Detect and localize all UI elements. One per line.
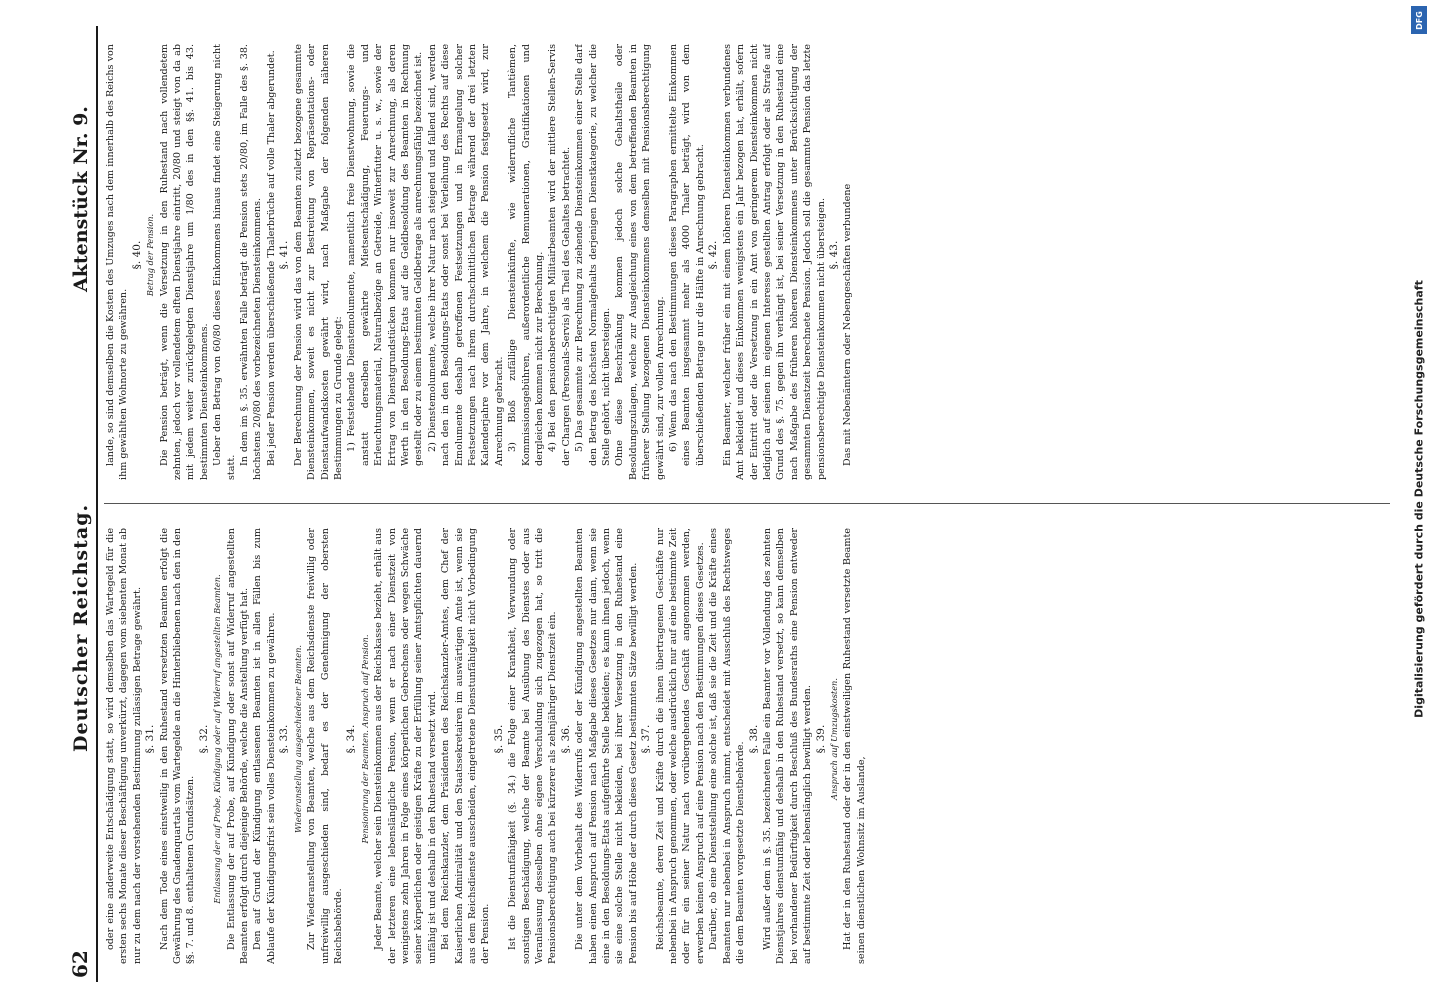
- page-header: [66, 26, 98, 982]
- paragraph: In dem im §. 35. erwähnten Falle beträgt die Pension stets 20/80, im Falle des §. 38. höchstens 20/80 des vorbezeichneten Diensteinkommens.: [239, 44, 264, 480]
- section-number: §. 31.: [144, 724, 157, 754]
- paragraph: Den auf Grund der Kündigung entlassenen Beamten ist in allen Fällen bis zum Ablaufe der Kündigungsfrist sein volles Diensteinkommen zu gewähren.: [252, 528, 277, 964]
- paragraph: Ueber den Betrag von 60/80 dieses Einkommens hinaus findet eine Steigerung nicht statt.: [212, 44, 237, 480]
- section-number: §. 42.: [707, 240, 720, 270]
- paragraph: Ist die Dienstunfähigkeit (§. 34.) die Folge einer Krankheit, Verwundung oder sonstigen Beschädigung, welche der Beamte bei Ausübung des Dienstes oder aus Veranlassung desselben ohne eigene Verschuldung sich zugezogen hat, so tritt die Pensionsberechtigung auch bei kürzerer als zehnjähriger Dienstzeit ein.: [507, 528, 559, 964]
- section-number: §. 32.: [197, 724, 210, 754]
- section-number: §. 39.: [814, 724, 827, 754]
- section-number: §. 40.: [130, 240, 143, 270]
- paragraph: Der Berechnung der Pension wird das von dem Beamten zuletzt bezogene gesammte Diensteinkommen, soweit es nicht zur Bestreitung von Repräsentations- oder Dienstaufwandskosten gewährt wird, nach Maßgabe der folgenden näheren Bestimmungen zu Grunde gelegt:: [292, 44, 344, 480]
- paragraph: Darüber, ob eine Dienststellung eine solche ist, daß sie die Zeit und die Kräfte eines Beamten nur nebenbei in Anspruch nimmt, entscheidet mit Ausschluß des Rechtsweges die dem Beamten vorgesetzte Dienstbehörde.: [708, 528, 747, 964]
- paragraph: Reichsbeamte, deren Zeit und Kräfte durch die ihnen übertragenen Geschäfte nur nebenbei in Anspruch genommen, oder welche ausdrücklich nur auf eine bestimmte Zeit oder für ein seiner Natur nach vorübergehendes Geschäft angenommen werden, erwerben keinen Anspruch auf eine Pension nach den Bestimmungen dieses Gesetzes.: [654, 528, 706, 964]
- paragraph: Das mit Nebenämtern oder Nebengeschäften verbundene: [842, 183, 854, 466]
- list-item: 1) Feststehende Dienstemolumente, namentlich freie Dienstwohnung, sowie die anstatt derselben gewährte Mietsentschädigung, Feuerungs- und Erleuchtungsmaterial, Naturalbezüge an Getreide, Winterfutter u. s. w., sowie der Ertrag von Dienstgrundstücken kommen nur insoweit zur Anrechnung, als deren Werth in den Besoldungs-Etats auf die Geldbesoldung des Beamten in Rechnung gestellt oder zu einem bestimmten Geldbetrage als anrechnungsfähig bezeichnet ist.: [346, 44, 425, 466]
- section-number: §. 41.: [278, 240, 291, 270]
- dfg-logo-text: DFG: [1414, 10, 1424, 30]
- paragraph: Ein Beamter, welcher früher ein mit einem höheren Diensteinkommen verbundenes Amt bekleidet und dieses Einkommen wenigstens ein Jahr bezogen hat, erhält, sofern der Eintritt oder die Versetzung in ein Amt von geringerem Diensteinkommen nicht lediglich auf seinen im eigenen Interesse gestellten Antrag erfolgt oder als Strafe auf Grund des §. 75. gegen ihn verhängt ist, bei seiner Versetzung in den Ruhestand eine nach Maßgabe des früheren höheren Diensteinkommens unter Berücksichtigung der gesammten Dienstzeit berechnete Pension. Jedoch soll die gesammte Pension das letzte pensionsberechtigte Diensteinkommen nicht übersteigen.: [721, 44, 827, 480]
- paragraph: Nach dem Tode eines einstweilig in den Ruhestand versetzten Beamten erfolgt die Gewährung des Gnadenquartals vom Wartegelde an die Hinterbliebenen nach den in den §§. 7. und 8. enthaltenen Grundsätzen.: [158, 528, 197, 964]
- running-head-left: Deutscher Reichstag.: [70, 503, 92, 752]
- dfg-logo: [1411, 6, 1427, 34]
- list-item: 4) Bei den pensionsberechtigten Militairbeamten wird der mittlere Stellen-Servis der Chargen (Personals-Servis) als Theil des Gehaltes betrachtet.: [547, 44, 572, 466]
- section-rubric: Entlassung der auf Probe, Kündigung oder auf Widerruf angestellten Beamten.: [212, 574, 223, 904]
- section-number: §. 34.: [345, 724, 358, 754]
- paragraph: lande, so sind demselben die Kosten des Umzuges nach dem innerhalb des Reichs von ihm gewählten Wohnorte zu gewähren.: [105, 44, 130, 480]
- section-number: §. 38.: [747, 724, 760, 754]
- list-item: 5) Das gesammte zur Berechnung zu ziehende Diensteinkommen einer Stelle darf den Betrag des höchsten Normalgehalts derjenigen Dienstkategorie, zu welcher die Stelle gehört, nicht übersteigen.: [574, 44, 613, 466]
- section-number: §. 33.: [278, 724, 291, 754]
- list-item: 3) Bloß zufällige Diensteinkünfte, wie widerrufliche Tantièmen, Kommissionsgebühren, außerordentliche Remunerationen, Gratifikationen und dergleichen kommen nicht zur Berechnung.: [507, 44, 545, 466]
- paragraph: Bei dem Reichskanzler, dem Präsidenten des Reichskanzler-Amtes, dem Chef der Kaiserlichen Admiralität und den Staatssekretairen im auswärtigen Amte ist, wenn sie aus dem Reichsdienste ausscheiden, eingetretene Dienstunfähigkeit nicht Vorbedingung der Pension.: [440, 528, 492, 964]
- section-rubric: Pensionirung der Beamten. Anspruch auf Pension.: [359, 634, 370, 844]
- digitization-note: [1411, 6, 1427, 991]
- paragraph: Hat der in den Ruhestand oder der in den einstweiligen Ruhestand versetzte Beamte seinen dienstlichen Wohnsitz im Auslande,: [842, 528, 867, 964]
- paragraph: Die unter dem Vorbehalt des Widerrufs oder der Kündigung angestellten Beamten haben einen Anspruch auf Pension nach Maßgabe dieses Gesetzes nur dann, wenn sie eine in den Besoldungs-Etats aufgeführte Stelle bekleiden; es kann ihnen jedoch, wenn sie eine solche Stelle nicht bekleiden, bei ihrer Versetzung in den Ruhestand eine Pension bis auf Höhe der durch dieses Gesetz bestimmten Sätze bewilligt werden.: [574, 528, 639, 964]
- running-head-right: Aktenstück Nr. 9.: [70, 106, 92, 292]
- paragraph: Zur Wiederanstellung von Beamten, welche aus dem Reichsdienste freiwillig oder unfreiwillig ausgeschieden sind, bedarf es der Genehmigung der obersten Reichsbehörde.: [306, 528, 344, 964]
- left-column: [104, 528, 1390, 964]
- paragraph: Wird außer dem in §. 35. bezeichneten Falle ein Beamter vor Vollendung des zehnten Dienstjahres dienstunfähig und deshalb in den Ruhestand versetzt, so kann demselben bei vorhandener Bedürftigkeit durch Beschluß des Bundesraths eine Pension entweder auf bestimmte Zeit oder lebenslänglich bewilligt werden.: [761, 528, 814, 964]
- digitization-text: Digitalisierung gefördert durch die Deutsche Forschungsgemeinschaft: [1412, 279, 1426, 718]
- page-number: 62: [68, 950, 92, 978]
- section-number: §. 43.: [827, 240, 840, 270]
- paragraph: Bei jeder Pension werden überschießende Thalerbrüche auf volle Thaler abgerundet.: [265, 50, 277, 466]
- paragraph: Jeder Beamte, welcher sein Diensteinkommen aus der Reichskasse bezieht, erhält aus der letzteren eine lebenslängliche Pension, wenn er nach einer Dienstzeit von wenigstens zehn Jahren in Folge eines körperlichen Gebrechens oder wegen Schwäche seiner körperlichen oder geistigen Kräfte zu der Erfüllung seiner Amtspflichten dauernd unfähig ist und deshalb in den Ruhestand versetzt wird.: [373, 528, 438, 964]
- list-item: 6) Wenn das nach den Bestimmungen dieses Paragraphen ermittelte Einkommen eines Beamten insgesammt mehr als 4000 Thaler beträgt, wird von dem überschießenden Betrage nur die Hälfte in Anrechnung gebracht.: [668, 44, 706, 466]
- column-divider: [104, 503, 1390, 504]
- section-rubric: Betrag der Pension.: [145, 213, 156, 297]
- paragraph: Die Entlassung der auf Probe, auf Kündigung oder sonst auf Widerruf angestellten Beamten erfolgt durch diejenige Behörde, welche die Anstellung verfügt hat.: [225, 528, 251, 964]
- paragraph: Ohne diese Beschränkung kommen jedoch solche Gehaltstheile oder Besoldungszulagen, welche zur Ausgleichung eines von dem betreffenden Beamten in früherer Stellung bezogenen Diensteinkommens demselben mit Pensionsberechtigung gewährt sind, zur vollen Anrechnung.: [614, 44, 666, 480]
- section-number: §. 35.: [492, 724, 505, 754]
- section-number: §. 37.: [640, 724, 653, 754]
- right-column: [104, 44, 1390, 480]
- section-rubric: Anspruch auf Umzugskosten.: [828, 678, 839, 800]
- list-item: 2) Dienstemolumente, welche ihrer Natur nach steigend und fallend sind, werden nach den in den Besoldungs-Etats oder sonst bei Verleihung des Rechts auf diese Emolumente deshalb getroffenen Festsetzungen und in Ermangelung solcher Festsetzungen nach ihrem durchschnittlichen Betrage während der drei letzten Kalenderjahre vor dem Jahre, in welchem die Pension festgesetzt wird, zur Anrechnung gebracht.: [426, 44, 505, 466]
- section-number: §. 36.: [559, 724, 572, 754]
- text-columns: [104, 26, 1390, 982]
- paragraph: Die Pension beträgt, wenn die Versetzung in den Ruhestand nach vollendetem zehnten, jedoch vor vollendetem elften Dienstjahre eintritt, 20/80 und steigt von da ab mit jedem weiter zurückgelegten Dienstjahre um 1/80 des in den §§. 41. bis 43. bestimmten Diensteinkommens.: [158, 44, 210, 480]
- section-rubric: Wiederanstellung ausgeschiedener Beamten.: [292, 644, 303, 834]
- paragraph: oder eine anderweite Entschädigung statt, so wird demselben das Wartegeld für die ersten sechs Monate dieser Beschäftigung unverkürzt, dagegen vom siebenten Monat ab nur zu dem nach der vorstehenden Bestimmung zulässigen Betrage gewährt.: [105, 528, 143, 964]
